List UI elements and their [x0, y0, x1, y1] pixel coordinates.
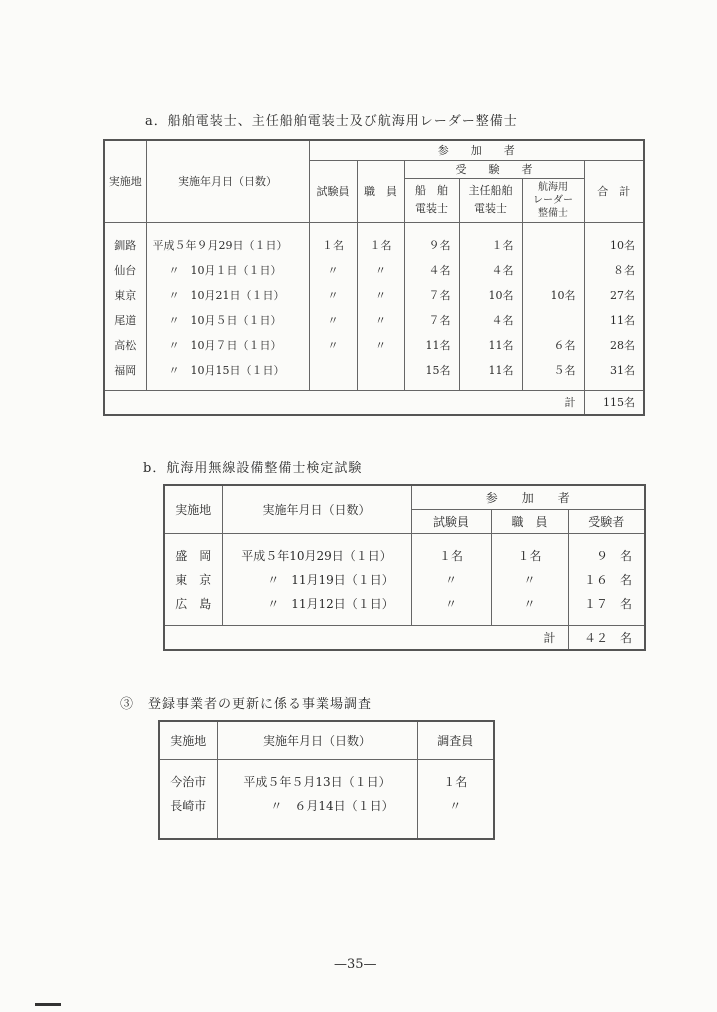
cell-date: 〃 11月19日（１日） [222, 567, 411, 591]
cell-date: 〃 10月21日（１日） [146, 282, 309, 307]
table-row [164, 543, 645, 567]
header-date: 実施年月日（日数） [222, 485, 411, 533]
table-row [104, 357, 644, 382]
cell-inspector: 〃 [417, 793, 494, 817]
table-row [164, 567, 645, 591]
header-examinees: 受験者 [568, 509, 645, 533]
section-b-title: b．航海用無線設備整備士検定試験 [143, 461, 363, 476]
cell-chief: １名 [459, 232, 522, 257]
cell-staff: １名 [357, 232, 404, 257]
cell-place: 長崎市 [159, 793, 217, 817]
cell-date: 〃 10月５日（１日） [146, 307, 309, 332]
header-examinees: 受 験 者 [404, 160, 584, 178]
cell-ship: ９名 [404, 232, 459, 257]
sum-label: 計 [104, 390, 584, 415]
cell-total: ８名 [584, 257, 644, 282]
cell-radar [522, 307, 584, 332]
header-examiner: 試験員 [309, 160, 357, 222]
section-c-title: ③ 登録事業者の更新に係る事業場調査 [120, 697, 373, 712]
scan-mark [35, 1003, 61, 1006]
header-participants: 参 加 者 [411, 485, 645, 509]
cell-date: 平成５年10月29日（１日） [222, 543, 411, 567]
cell-place: 高松 [104, 332, 146, 357]
sum-label: 計 [164, 625, 568, 650]
cell-staff: 〃 [357, 257, 404, 282]
cell-total: 27名 [584, 282, 644, 307]
table-row [159, 769, 494, 793]
section-a-title: a．船舶電装士、主任船舶電装士及び航海用レーダー整備士 [145, 114, 518, 129]
table-row [159, 793, 494, 817]
cell-inspector: １名 [417, 769, 494, 793]
table-row [104, 257, 644, 282]
cell-ship: ７名 [404, 282, 459, 307]
cell-place: 仙台 [104, 257, 146, 282]
header-staff: 職 員 [357, 160, 404, 222]
cell-examiner: 〃 [411, 567, 491, 591]
cell-chief: ４名 [459, 307, 522, 332]
table-row [104, 307, 644, 332]
table-a [103, 139, 645, 416]
header-radar: 航海用 レーダー 整備士 [522, 178, 584, 222]
header-place: 実施地 [164, 485, 222, 533]
cell-chief: ４名 [459, 257, 522, 282]
cell-staff: １名 [491, 543, 568, 567]
header-examiner: 試験員 [411, 509, 491, 533]
cell-date: 〃 10月７日（１日） [146, 332, 309, 357]
cell-radar [522, 257, 584, 282]
header-date: 実施年月日（日数） [217, 721, 417, 759]
sum-row [164, 625, 645, 650]
cell-date: 平成５年９月29日（１日） [146, 232, 309, 257]
cell-examiner: １名 [309, 232, 357, 257]
table-row [164, 591, 645, 615]
cell-date: 〃 10月１日（１日） [146, 257, 309, 282]
cell-place: 今治市 [159, 769, 217, 793]
cell-ship: 11名 [404, 332, 459, 357]
header-inspector: 調査員 [417, 721, 494, 759]
cell-examinees: ９ 名 [568, 543, 645, 567]
cell-chief: 11名 [459, 357, 522, 382]
header-date: 実施年月日（日数） [146, 140, 309, 222]
cell-place: 尾道 [104, 307, 146, 332]
cell-place: 東 京 [164, 567, 222, 591]
cell-place: 広 島 [164, 591, 222, 615]
page-number: —35— [334, 957, 377, 972]
cell-examiner: 〃 [309, 282, 357, 307]
cell-staff [357, 357, 404, 382]
cell-examiner: １名 [411, 543, 491, 567]
table-row [104, 282, 644, 307]
cell-examinees: １６ 名 [568, 567, 645, 591]
cell-staff: 〃 [491, 591, 568, 615]
cell-radar: ６名 [522, 332, 584, 357]
cell-place: 福岡 [104, 357, 146, 382]
cell-place: 釧路 [104, 232, 146, 257]
cell-examiner [309, 357, 357, 382]
cell-staff: 〃 [357, 307, 404, 332]
cell-examiner: 〃 [411, 591, 491, 615]
cell-date: 平成５年５月13日（１日） [217, 769, 417, 793]
sum-value: ４２ 名 [568, 625, 645, 650]
cell-ship: 15名 [404, 357, 459, 382]
cell-place: 盛 岡 [164, 543, 222, 567]
cell-chief: 11名 [459, 332, 522, 357]
cell-place: 東京 [104, 282, 146, 307]
sum-value: 115名 [584, 390, 644, 415]
header-place: 実施地 [104, 140, 146, 222]
cell-examiner: 〃 [309, 307, 357, 332]
header-ship-electric: 船 舶 電装士 [404, 178, 459, 222]
cell-radar: ５名 [522, 357, 584, 382]
cell-date: 〃 11月12日（１日） [222, 591, 411, 615]
table-row [104, 232, 644, 257]
table-c [158, 720, 495, 840]
cell-date: 〃 10月15日（１日） [146, 357, 309, 382]
cell-ship: ４名 [404, 257, 459, 282]
cell-date: 〃 ６月14日（１日） [217, 793, 417, 817]
cell-staff: 〃 [491, 567, 568, 591]
cell-total: 28名 [584, 332, 644, 357]
cell-examinees: １７ 名 [568, 591, 645, 615]
cell-ship: ７名 [404, 307, 459, 332]
header-chief-ship-electric: 主任船舶 電装士 [459, 178, 522, 222]
cell-total: 31名 [584, 357, 644, 382]
table-b [163, 484, 646, 651]
cell-radar [522, 232, 584, 257]
header-total: 合 計 [584, 160, 644, 222]
cell-total: 10名 [584, 232, 644, 257]
cell-total: 11名 [584, 307, 644, 332]
cell-examiner: 〃 [309, 332, 357, 357]
header-place: 実施地 [159, 721, 217, 759]
cell-examiner: 〃 [309, 257, 357, 282]
cell-radar: 10名 [522, 282, 584, 307]
sum-row [104, 390, 644, 415]
cell-staff: 〃 [357, 332, 404, 357]
cell-staff: 〃 [357, 282, 404, 307]
header-staff: 職 員 [491, 509, 568, 533]
cell-chief: 10名 [459, 282, 522, 307]
table-row [104, 332, 644, 357]
header-participants: 参 加 者 [309, 140, 644, 160]
